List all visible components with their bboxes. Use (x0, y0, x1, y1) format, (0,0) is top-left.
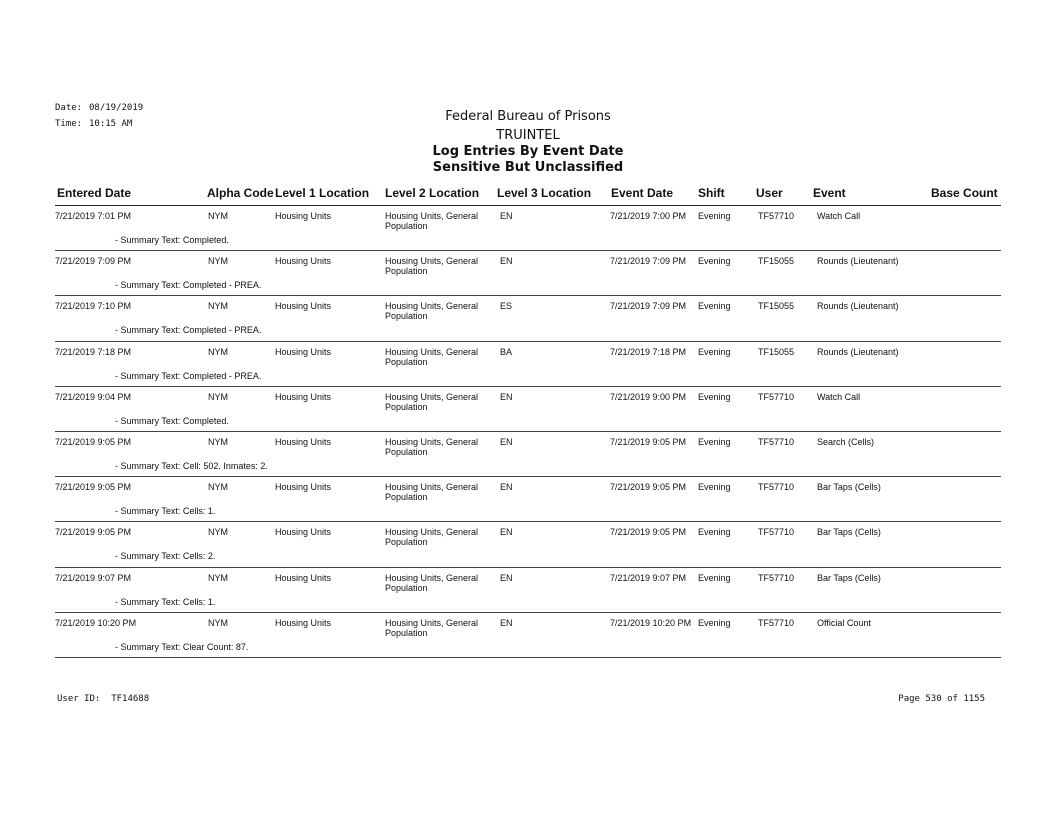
cell-level3: EN (500, 572, 513, 583)
report-time (55, 119, 132, 129)
cell-level2: Housing Units, General Population (385, 346, 479, 367)
cell-event: Watch Call (817, 391, 861, 402)
cell-shift: Evening (698, 482, 731, 493)
cell-shift: Evening (698, 617, 731, 628)
cell-shift: Evening (698, 391, 731, 402)
cell-shift: Evening (698, 572, 731, 583)
cell-summary-text: - Summary Text: Cells: 1. (115, 596, 216, 607)
cell-entered-date: 7/21/2019 9:07 PM (55, 572, 132, 583)
column-header-alpha-code: Alpha Code (207, 186, 274, 200)
cell-event-date: 7/21/2019 9:05 PM (610, 436, 687, 447)
column-header-level1: Level 1 Location (275, 186, 370, 200)
date-label: Date: (55, 103, 83, 113)
cell-summary-text: - Summary Text: Cells: 1. (115, 506, 216, 517)
cell-alpha-code: NYM (208, 572, 228, 583)
cell-event: Rounds (Lieutenant) (817, 256, 899, 267)
column-header-shift: Shift (698, 186, 725, 200)
cell-level1: Housing Units (275, 617, 332, 628)
system-title: TRUINTEL (496, 128, 560, 143)
cell-entered-date: 7/21/2019 9:05 PM (55, 527, 132, 538)
cell-level3: ES (500, 301, 513, 312)
time-value: 10:15 AM (89, 119, 133, 129)
cell-summary-text: - Summary Text: Cells: 2. (115, 551, 216, 562)
cell-shift: Evening (698, 211, 731, 221)
cell-alpha-code: NYM (208, 256, 228, 267)
cell-user: TF57710 (758, 527, 795, 538)
cell-level2: Housing Units, General Population (385, 211, 479, 231)
column-header-entered-date: Entered Date (57, 186, 132, 200)
cell-level3: EN (500, 482, 513, 493)
cell-entered-date: 7/21/2019 9:04 PM (55, 391, 132, 402)
cell-shift: Evening (698, 301, 731, 312)
cell-user: TF57710 (758, 482, 795, 493)
cell-shift: Evening (698, 346, 731, 357)
cell-shift: Evening (698, 256, 731, 267)
cell-alpha-code: NYM (208, 527, 228, 538)
cell-entered-date: 7/21/2019 9:05 PM (55, 482, 132, 493)
cell-level2: Housing Units, General Population (385, 482, 479, 503)
cell-entered-date: 7/21/2019 7:01 PM (55, 211, 132, 221)
log-entries-table (55, 185, 1001, 658)
table-body (55, 206, 1001, 658)
cell-level1: Housing Units (275, 527, 332, 538)
footer-user-label: User ID: (57, 694, 101, 704)
table-row (55, 477, 1001, 522)
cell-event-date: 7/21/2019 9:05 PM (610, 482, 687, 493)
cell-event-date: 7/21/2019 10:20 PM (610, 617, 692, 628)
cell-user: TF15055 (758, 301, 795, 312)
cell-event: Official Count (817, 617, 871, 628)
cell-event-date: 7/21/2019 7:09 PM (610, 256, 687, 267)
cell-alpha-code: NYM (208, 391, 228, 402)
cell-entered-date: 7/21/2019 9:05 PM (55, 436, 132, 447)
cell-user: TF57710 (758, 617, 795, 628)
cell-level3: EN (500, 211, 513, 221)
cell-level1: Housing Units (275, 572, 332, 583)
cell-alpha-code: NYM (208, 617, 228, 628)
cell-alpha-code: NYM (208, 346, 228, 357)
cell-level1: Housing Units (275, 211, 332, 221)
cell-user: TF15055 (758, 256, 795, 267)
cell-level1: Housing Units (275, 482, 332, 493)
table-row (55, 342, 1001, 387)
cell-event: Bar Taps (Cells) (817, 482, 881, 493)
agency-title: Federal Bureau of Prisons (445, 109, 611, 124)
column-header-event: Event (813, 186, 846, 200)
cell-summary-text: - Summary Text: Completed. (115, 415, 229, 426)
footer-user-value: TF14688 (111, 694, 150, 704)
cell-alpha-code: NYM (208, 436, 228, 447)
cell-summary-text: - Summary Text: Completed. (115, 235, 229, 245)
table-row (55, 568, 1001, 613)
cell-alpha-code: NYM (208, 301, 228, 312)
cell-user: TF57710 (758, 436, 795, 447)
table-row (55, 296, 1001, 341)
cell-event-date: 7/21/2019 7:09 PM (610, 301, 687, 312)
cell-level3: EN (500, 391, 513, 402)
cell-level3: EN (500, 617, 513, 628)
cell-level3: BA (500, 346, 513, 357)
report-date (55, 103, 143, 113)
cell-entered-date: 7/21/2019 7:18 PM (55, 346, 132, 357)
footer-user-id (57, 694, 149, 704)
cell-event: Rounds (Lieutenant) (817, 301, 899, 312)
column-header-event-date: Event Date (611, 186, 674, 200)
cell-summary-text: - Summary Text: Cell: 502. Inmates: 2. (115, 460, 268, 471)
table-row (55, 432, 1001, 477)
page-number: Page 530 of 1155 (898, 694, 985, 704)
cell-event: Watch Call (817, 211, 861, 221)
cell-user: TF57710 (758, 572, 795, 583)
cell-user: TF57710 (758, 391, 795, 402)
cell-level1: Housing Units (275, 391, 332, 402)
column-header-base-count: Base Count (931, 186, 998, 200)
cell-level2: Housing Units, General Population (385, 256, 479, 277)
cell-event: Bar Taps (Cells) (817, 572, 881, 583)
cell-level1: Housing Units (275, 346, 332, 357)
cell-level2: Housing Units, General Population (385, 527, 479, 548)
date-value: 08/19/2019 (89, 103, 144, 113)
table-header (55, 185, 1001, 206)
cell-level2: Housing Units, General Population (385, 391, 479, 412)
time-label: Time: (55, 119, 83, 129)
report-title-block (330, 109, 726, 176)
table-row (55, 387, 1001, 432)
cell-event: Rounds (Lieutenant) (817, 346, 899, 357)
column-header-user: User (756, 186, 783, 200)
cell-alpha-code: NYM (208, 211, 228, 221)
cell-level2: Housing Units, General Population (385, 436, 479, 457)
cell-summary-text: - Summary Text: Completed - PREA. (115, 280, 262, 291)
cell-entered-date: 7/21/2019 10:20 PM (55, 617, 137, 628)
cell-level3: EN (500, 527, 513, 538)
cell-level1: Housing Units (275, 256, 332, 267)
cell-entered-date: 7/21/2019 7:10 PM (55, 301, 132, 312)
cell-level1: Housing Units (275, 436, 332, 447)
cell-summary-text: - Summary Text: Completed - PREA. (115, 370, 262, 381)
cell-level3: EN (500, 256, 513, 267)
cell-event-date: 7/21/2019 7:18 PM (610, 346, 687, 357)
classification-title: Sensitive But Unclassified (432, 160, 624, 175)
cell-summary-text: - Summary Text: Completed - PREA. (115, 325, 262, 336)
cell-shift: Evening (698, 527, 731, 538)
report-title: Log Entries By Event Date (432, 144, 624, 159)
cell-level3: EN (500, 436, 513, 447)
cell-entered-date: 7/21/2019 7:09 PM (55, 256, 132, 267)
table-row (55, 206, 1001, 251)
column-header-level3: Level 3 Location (497, 186, 592, 200)
cell-alpha-code: NYM (208, 482, 228, 493)
cell-level2: Housing Units, General Population (385, 572, 479, 593)
cell-user: TF57710 (758, 211, 795, 221)
cell-shift: Evening (698, 436, 731, 447)
cell-level2: Housing Units, General Population (385, 617, 479, 638)
cell-level2: Housing Units, General Population (385, 301, 479, 322)
cell-event-date: 7/21/2019 9:05 PM (610, 527, 687, 538)
column-header-level2: Level 2 Location (385, 186, 480, 200)
cell-event-date: 7/21/2019 7:00 PM (610, 211, 687, 221)
cell-event-date: 7/21/2019 9:07 PM (610, 572, 687, 583)
cell-event: Bar Taps (Cells) (817, 527, 881, 538)
cell-summary-text: - Summary Text: Clear Count: 87. (115, 641, 249, 652)
cell-user: TF15055 (758, 346, 795, 357)
table-row (55, 522, 1001, 567)
table-row (55, 613, 1001, 658)
cell-event-date: 7/21/2019 9:00 PM (610, 391, 687, 402)
table-row (55, 251, 1001, 296)
cell-event: Search (Cells) (817, 436, 875, 447)
cell-level1: Housing Units (275, 301, 332, 312)
